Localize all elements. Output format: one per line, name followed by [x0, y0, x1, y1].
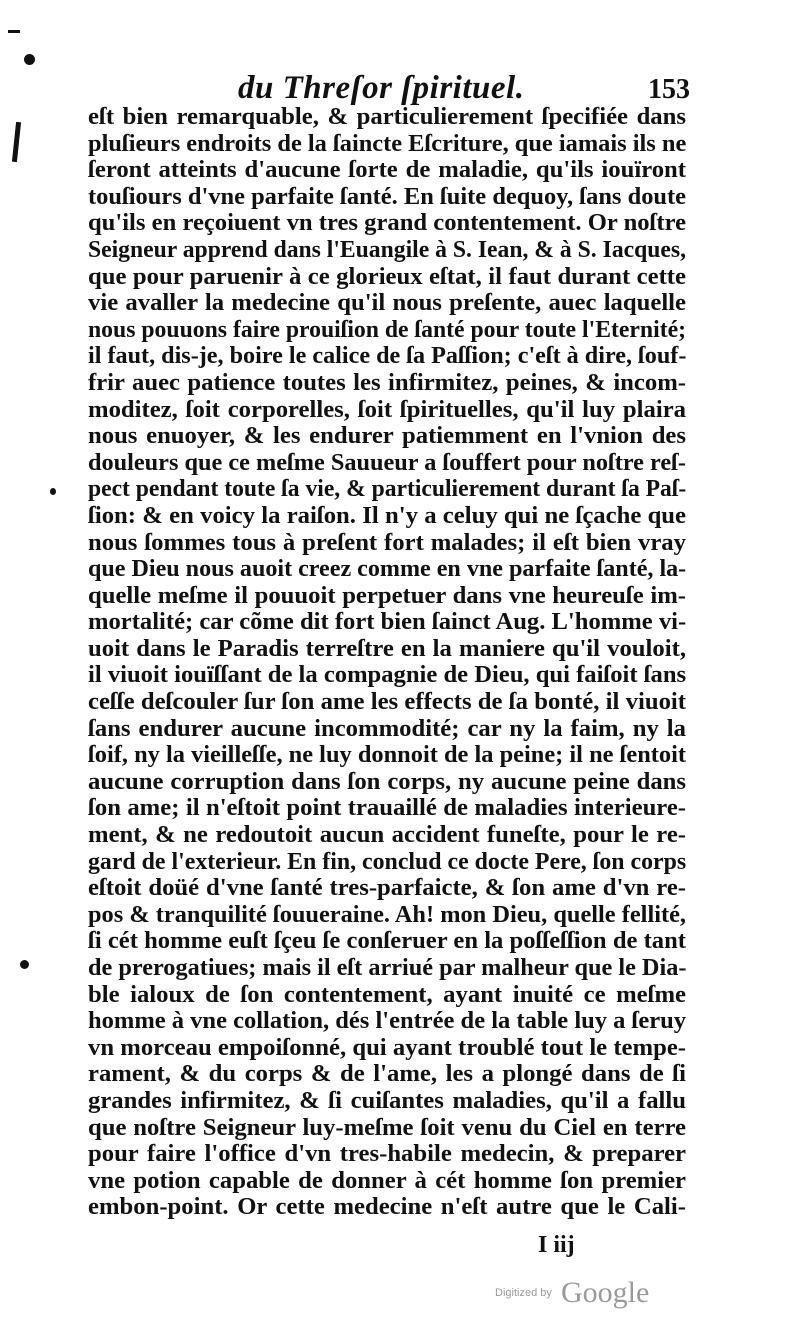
text-line: ſeront atteints d'aucune ſorte de maladie, qu'ils iouïront [88, 156, 686, 184]
text-line: qu'ils en reçoiuent vn tres grand contentement. Or noſtre [88, 209, 686, 237]
text-line: il faut, dis-je, boire le calice de ſa Paſſion; c'eſt à dire, ſouf- [88, 342, 687, 370]
margin-dot-lower [20, 960, 29, 969]
text-line: mortalité; car cõme dit fort bien ſainct Aug. L'homme vi- [88, 608, 687, 636]
text-line: homme à vne collation, dés l'entrée de la table luy a ſeruy [88, 1007, 687, 1035]
google-logo: Google [560, 1276, 650, 1309]
text-line: pour faire l'office d'vn tres-habile medecin, & preparer [88, 1140, 686, 1168]
text-line: ſans endurer aucune incommodité; car ny la faim, ny la [88, 714, 686, 742]
running-title: du Threſor ſpirituel. [238, 70, 525, 106]
text-line: pos & tranquilité ſouueraine. Ah! mon Dieu, quelle fellité, [88, 900, 686, 928]
page-number: 153 [648, 74, 690, 105]
text-line: ſion: & en voicy la raiſon. Il n'y a celuy qui ne ſçache que [88, 501, 686, 529]
text-line: de prerogatiues; mais il eſt arriué par malheur que le Dia- [88, 954, 687, 981]
text-line: ment, & ne redoutoit aucun accident funeſte, pour le re- [88, 821, 686, 849]
text-line: vne potion capable de donner à cét homme ſon premier [88, 1166, 686, 1194]
text-line: ble ialoux de ſon contentement, ayant inuité ce meſme [88, 980, 686, 1008]
margin-dot-middle [50, 488, 56, 495]
text-line: moditez, ſoit corporelles, ſoit ſpirituelles, qu'il luy plaira [88, 395, 686, 423]
margin-stroke [12, 122, 21, 162]
text-line: ſon ame; il n'eſtoit point trauaillé de maladies interieure- [88, 794, 686, 822]
text-line: que pour paruenir à ce glorieux eſtat, il faut durant cette [88, 262, 686, 290]
text-line: pect pendant toute ſa vie, & particulierement durant ſa Paſ- [88, 475, 687, 503]
text-line: pluſieurs endroits de la ſaincte Eſcriture, que iamais ils ne [88, 129, 687, 157]
text-line: nous pouuons faire prouiſion de ſanté pour toute l'Eternité; [88, 315, 686, 343]
watermark-prefix: Digitized by [495, 1287, 552, 1299]
text-line: vn morceau empoiſonné, qui ayant troublé tout le tempe- [88, 1033, 686, 1061]
text-line: vie avaller la medecine qu'il nous preſente, auec laquelle [88, 289, 686, 317]
text-line: douleurs que ce meſme Sauueur a ſouffert pour noſtre reſ- [88, 448, 686, 476]
margin-dot-top [24, 54, 35, 65]
text-line: rament, & du corps & de l'ame, les a plongé dans de ſi [88, 1060, 686, 1088]
text-line: quelle meſme il pouuoit perpetuer dans vne heureuſe im- [88, 581, 686, 609]
text-line: grandes infirmitez, & ſi cuiſantes maladies, qu'il a fallu [88, 1086, 686, 1114]
text-line: Seigneur apprend dans l'Euangile à S. Iean, & à S. Iacques, [88, 235, 686, 263]
text-line: eſt bien remarquable, & particulierement ſpecifiée dans [88, 103, 686, 130]
text-line: nous enuoyer, & les endurer patiemment en l'vnion des [88, 422, 686, 450]
text-line: frir auec patience toutes les infirmitez, peines, & incom- [88, 368, 686, 396]
margin-tick [8, 30, 20, 33]
text-line: ſoif, ny la vieilleſſe, ne luy donnoit de la peine; il ne ſentoit [88, 741, 686, 769]
text-line: ſi cét homme euſt ſçeu ſe conſeruer en la poſſeſſion de tant [88, 927, 686, 955]
signature-mark: I iij [538, 1232, 575, 1258]
text-line: touſiours d'vne parfaite ſanté. En ſuite dequoy, ſans doute [88, 182, 686, 210]
text-line: que noſtre Seigneur luy-meſme ſoit venu du Ciel en terre [88, 1113, 686, 1141]
body-text [88, 104, 686, 1221]
text-line: gard de l'exterieur. En fin, conclud ce docte Pere, ſon corps [88, 847, 687, 875]
text-line: ceſſe deſcouler ſur ſon ame les effects de ſa bonté, il viuoit [88, 688, 686, 716]
text-line: aucune corruption dans ſon corps, ny aucune peine dans [88, 767, 686, 795]
text-line: il viuoit iouïſſant de la compagnie de Dieu, qui faiſoit ſans [88, 661, 687, 689]
text-line: nous ſommes tous à preſent fort malades; il eſt bien vray [88, 528, 686, 556]
text-line: eſtoit doüé d'vne ſanté tres-parfaicte, & ſon ame d'vn re- [88, 874, 686, 902]
text-line: embon-point. Or cette medecine n'eſt autre que le Cali- [88, 1193, 686, 1221]
digitization-watermark [495, 1276, 649, 1310]
text-line: uoit dans le Paradis terreſtre en la maniere qu'il vouloit, [88, 634, 686, 662]
text-line: que Dieu nous auoit creez comme en vne parfaite ſanté, la- [88, 555, 687, 583]
